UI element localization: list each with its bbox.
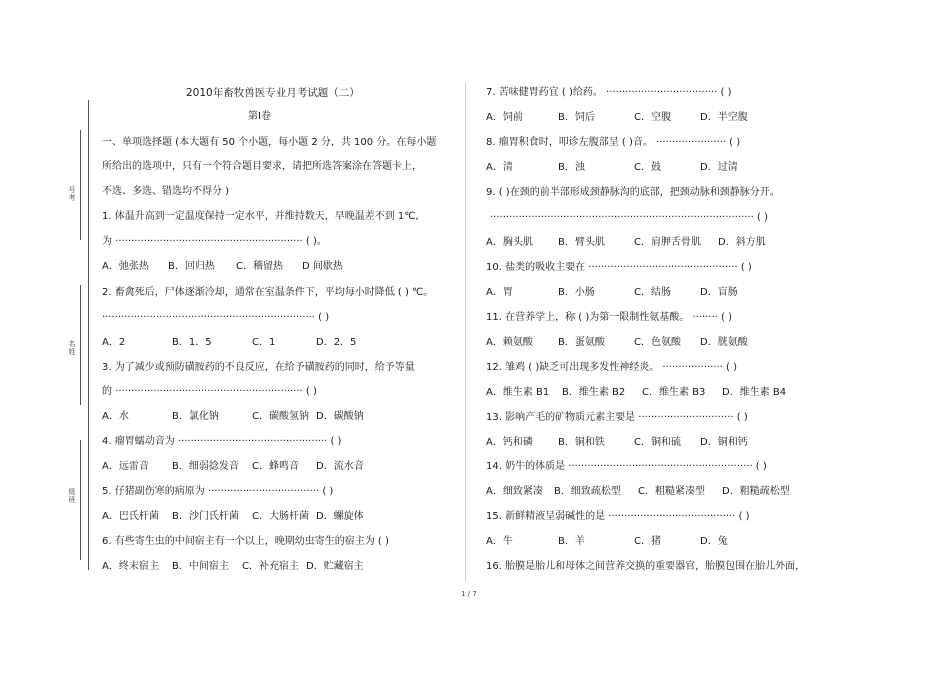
exam-number-label: 号考 <box>68 186 76 202</box>
option[interactable]: D．兔 <box>700 536 728 547</box>
option[interactable]: C．鼓 <box>634 162 661 173</box>
question-14-options <box>486 485 846 499</box>
question-11: 11. 在营养学上，称 ( )为第一限制性氨基酸。 ········ ( ) <box>486 312 733 323</box>
option[interactable]: D．贮藏宿主 <box>306 561 364 572</box>
page-number: 1 / 7 <box>461 590 477 598</box>
question-5: 5. 仔猪副伤寒的病原为 ··································· ( ) <box>102 486 334 497</box>
option[interactable]: D．流水音 <box>316 461 364 472</box>
option[interactable]: B．蛋氨酸 <box>558 337 605 348</box>
option[interactable]: A．清 <box>486 162 513 173</box>
option[interactable]: C．稽留热 <box>236 261 283 272</box>
option[interactable]: C．色氨酸 <box>634 337 681 348</box>
option[interactable]: D．粗糙疏松型 <box>722 486 790 497</box>
option[interactable]: C．维生素 B3 <box>642 387 706 398</box>
option[interactable]: A．胸头肌 <box>486 237 533 248</box>
option[interactable]: B．臂头肌 <box>558 237 605 248</box>
option[interactable]: C．补充宿主 <box>242 561 299 572</box>
question-8: 8. 瘤胃积食时，叩诊左腹部呈 ( )音。 ······················ ( ) <box>486 137 741 148</box>
option[interactable]: C．大肠杆菌 <box>252 511 309 522</box>
option[interactable]: C．猪 <box>634 536 661 547</box>
instructions-line-2: 所给出的选项中，只有一个符合题目要求，请把所选答案涂在答题卡上， <box>102 161 422 172</box>
option[interactable]: D．碳酸钠 <box>316 411 364 422</box>
question-9-line-1: 9. ( )在颈的前半部形成颈静脉沟的底部，把颈动脉和颈静脉分开。 <box>486 187 780 198</box>
option[interactable]: A．水 <box>102 411 129 422</box>
option[interactable]: D．维生素 B4 <box>722 387 787 398</box>
name-label: 名姓 <box>68 340 76 356</box>
binding-line-inner-3 <box>80 440 81 560</box>
question-2-line-2: ··································································· ( ) <box>102 312 330 323</box>
option[interactable]: B．浊 <box>558 162 585 173</box>
option[interactable]: C．碳酸氢钠 <box>252 411 309 422</box>
option[interactable]: D．过清 <box>700 162 738 173</box>
question-15-options <box>486 535 846 549</box>
question-9-line-2: ··················································································· ( ) <box>490 212 768 223</box>
option[interactable]: A．细致紧凑 <box>486 486 543 497</box>
question-3-options <box>102 410 462 424</box>
option[interactable]: A．2 <box>102 337 126 348</box>
question-16: 16. 胎膜是胎儿和母体之间营养交换的重要器官，胎膜包围在胎儿外面， <box>486 561 806 572</box>
option[interactable]: B．中间宿主 <box>172 561 229 572</box>
option[interactable]: B．1．5 <box>172 337 212 348</box>
question-6-options <box>102 560 462 574</box>
option[interactable]: D．盲肠 <box>700 287 738 298</box>
class-label: 级班 <box>68 488 76 504</box>
option[interactable]: A．巴氏杆菌 <box>102 511 159 522</box>
option[interactable]: A．终末宿主 <box>102 561 159 572</box>
question-14: 14. 奶牛的体质是 ·························································· ( ) <box>486 461 767 472</box>
question-8-options <box>486 161 846 175</box>
option[interactable]: D．斜方肌 <box>718 237 766 248</box>
option[interactable]: A．维生素 B1 <box>486 387 550 398</box>
question-13-options <box>486 436 846 450</box>
question-3-line-2: 的 ··························································· ( ) <box>102 386 317 397</box>
option[interactable]: C．1 <box>252 337 276 348</box>
option[interactable]: A．饲前 <box>486 112 523 123</box>
option[interactable]: B．铜和铁 <box>558 437 605 448</box>
option[interactable]: C．结肠 <box>634 287 671 298</box>
option[interactable]: B．细弱捻发音 <box>172 461 239 472</box>
instructions-line-3: 不选、多选、错选均不得分 ) <box>102 186 230 197</box>
option[interactable]: C．蜂鸣音 <box>252 461 299 472</box>
option[interactable]: B．羊 <box>558 536 585 547</box>
column-divider <box>465 82 466 582</box>
option[interactable]: B．维生素 B2 <box>562 387 626 398</box>
option[interactable]: A．远雷音 <box>102 461 149 472</box>
question-11-options <box>486 336 846 350</box>
option[interactable]: B．沙门氏杆菌 <box>172 511 239 522</box>
instructions-line-1: 一、单项选择题 (本大题有 50 个小题，每小题 2 分，共 100 分。在每小题 <box>102 137 437 148</box>
binding-line-inner-2 <box>80 285 81 405</box>
option[interactable]: B．回归热 <box>168 261 215 272</box>
option[interactable]: C．肩胛舌骨肌 <box>634 237 701 248</box>
option[interactable]: D．半空腹 <box>700 112 748 123</box>
binding-line-inner-1 <box>80 130 81 240</box>
page-title: 2010年畜牧兽医专业月考试题（二） <box>186 87 360 99</box>
question-2-options <box>102 336 462 350</box>
question-12-options <box>486 386 846 400</box>
option[interactable]: D 间歇热 <box>302 261 343 272</box>
question-1-line-1: 1. 体温升高到一定温度保持一定水平，并维持数天，早晚温差不到 1℃, <box>102 211 419 222</box>
question-12: 12. 雏鸡 ( )缺乏可出现多发性神经炎。 ··················· ( ) <box>486 362 737 373</box>
option[interactable]: D．胱氨酸 <box>700 337 748 348</box>
option[interactable]: A．弛张热 <box>102 261 149 272</box>
question-2-line-1: 2. 畜禽死后，尸体逐渐冷却，通常在室温条件下，平均每小时降低 ( ) ℃。 <box>102 287 434 298</box>
question-7: 7. 苦味健胃药宜 ( )给药。 ··································· ( ) <box>486 87 732 98</box>
question-15: 15. 新鲜精液呈弱碱性的是 ········································ ( ) <box>486 511 750 522</box>
option[interactable]: B．细致疏松型 <box>554 486 621 497</box>
volume-label: 第Ⅰ卷 <box>248 111 271 122</box>
question-5-options <box>102 510 462 524</box>
option[interactable]: B．饲后 <box>558 112 595 123</box>
option[interactable]: D．铜和钙 <box>700 437 748 448</box>
question-3-line-1: 3. 为了减少或预防磺胺药的不良反应，在给予磺胺药的同时，给予等量 <box>102 362 415 373</box>
option[interactable]: D．螺旋体 <box>316 511 364 522</box>
question-6: 6. 有些寄生虫的中间宿主有一个以上，晚期幼虫寄生的宿主为 ( ) <box>102 536 389 547</box>
question-10-options <box>486 286 846 300</box>
option[interactable]: C．空腹 <box>634 112 671 123</box>
question-1-options <box>102 260 462 274</box>
option[interactable]: A．钙和磷 <box>486 437 533 448</box>
question-13: 13. 影响产毛的矿物质元素主要是 ······························ ( ) <box>486 412 748 423</box>
option[interactable]: A．赖氨酸 <box>486 337 533 348</box>
option[interactable]: B．小肠 <box>558 287 595 298</box>
question-4: 4. 瘤胃蠕动音为 ··············································· ( ) <box>102 436 342 447</box>
question-1-line-2: 为 ··························································· ( )。 <box>102 236 327 247</box>
option[interactable]: C．粗糙紧凑型 <box>638 486 705 497</box>
option[interactable]: A．胃 <box>486 287 513 298</box>
question-9-options <box>486 236 846 250</box>
question-4-options <box>102 460 462 474</box>
option[interactable]: B．氯化钠 <box>172 411 219 422</box>
question-10: 10. 盐类的吸收主要在 ··············································· ( ) <box>486 262 752 273</box>
binding-line <box>88 100 89 570</box>
question-7-options <box>486 111 846 125</box>
option[interactable]: A．牛 <box>486 536 513 547</box>
option[interactable]: C．铜和硫 <box>634 437 681 448</box>
option[interactable]: D．2．5 <box>316 337 357 348</box>
